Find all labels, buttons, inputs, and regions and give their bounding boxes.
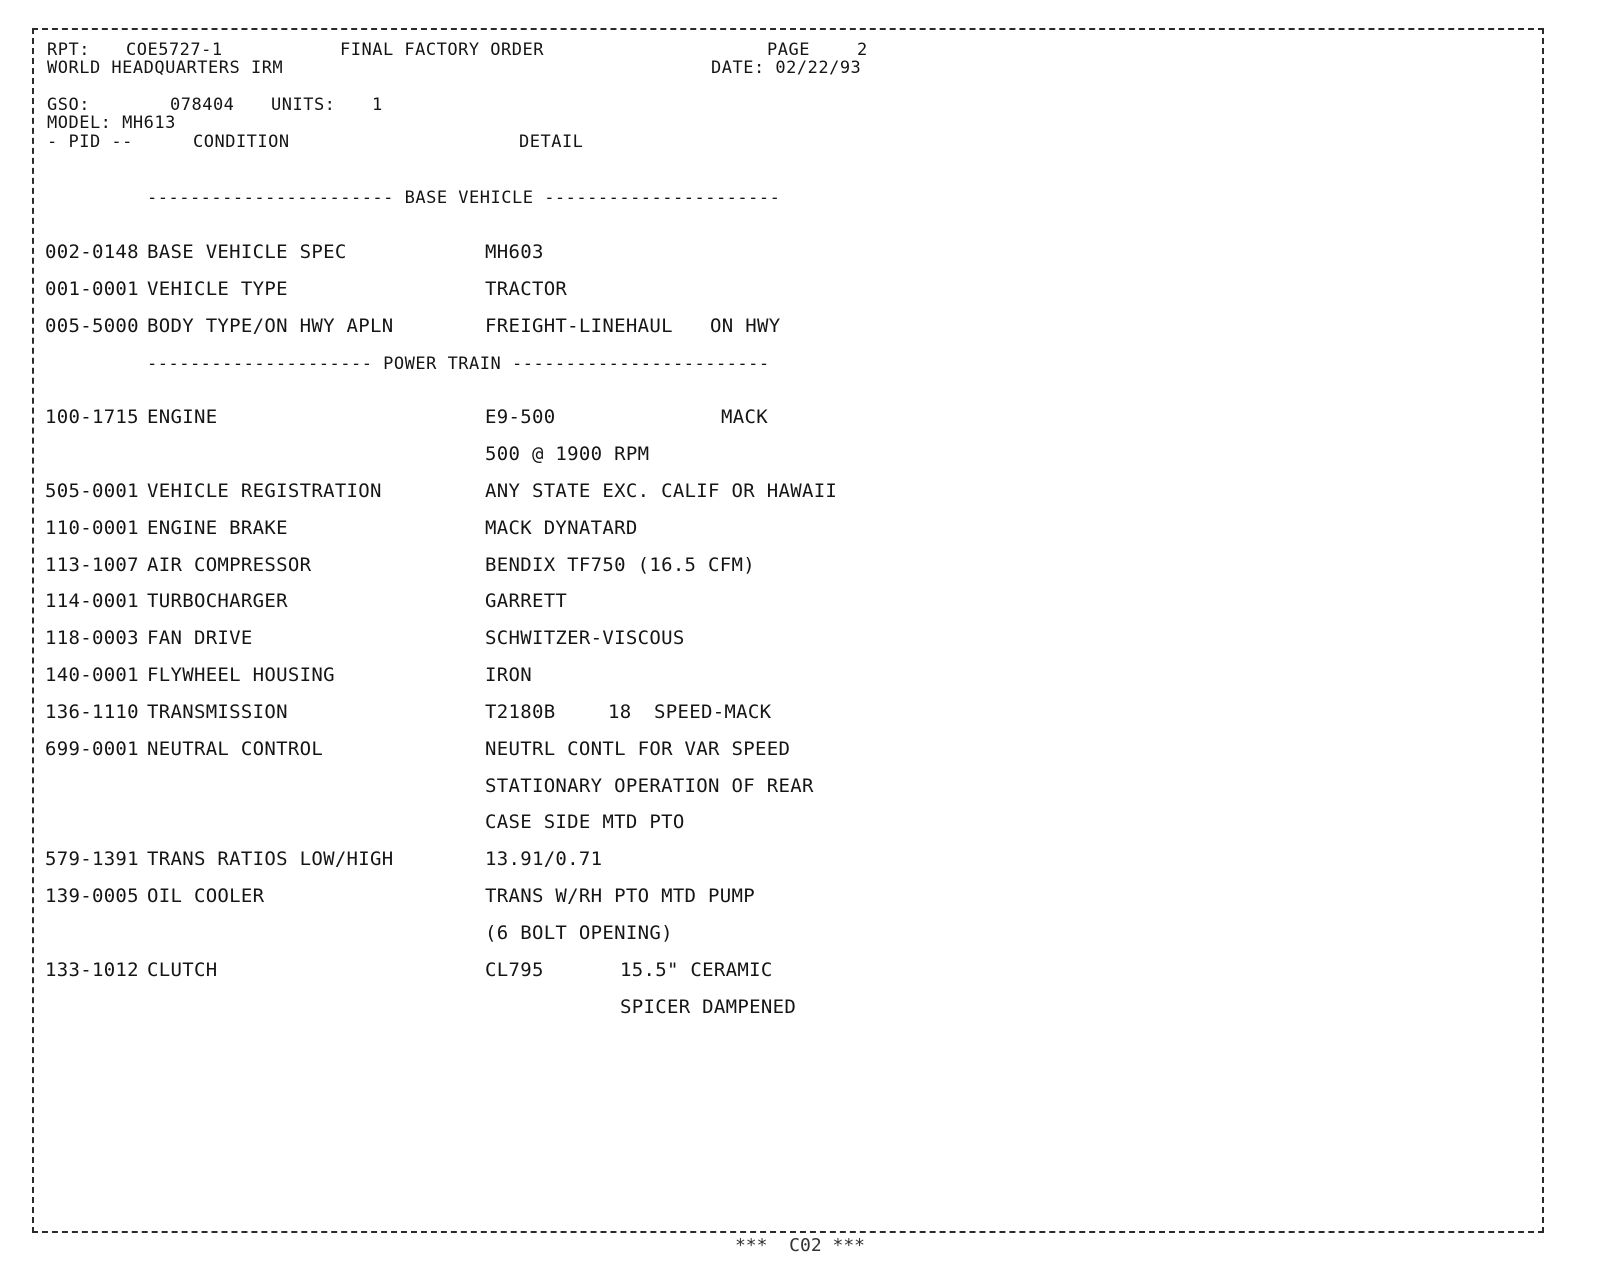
row-pid: 579-1391 (45, 848, 139, 870)
row-condition: TRANSMISSION (147, 701, 288, 723)
row-detail-extra: 15.5" CERAMIC (620, 959, 773, 981)
row-pid: 136-1110 (45, 701, 139, 723)
gso-value: 078404 (170, 95, 235, 115)
row-detail: 500 @ 1900 RPM (485, 443, 650, 465)
row-detail-extra: MACK (721, 406, 768, 428)
row-detail: CL795 (485, 959, 544, 981)
row-detail: GARRETT (485, 590, 568, 612)
page-footer: *** C02 *** (734, 1235, 866, 1256)
units-label: UNITS: (271, 95, 336, 115)
row-condition: ENGINE BRAKE (147, 517, 288, 539)
row-detail: ANY STATE EXC. CALIF OR HAWAII (485, 480, 838, 502)
row-pid: 113-1007 (45, 554, 139, 576)
row-condition: FAN DRIVE (147, 627, 253, 649)
row-detail: 13.91/0.71 (485, 848, 603, 870)
row-pid: 505-0001 (45, 480, 139, 502)
row-condition: VEHICLE TYPE (147, 278, 288, 300)
row-detail: IRON (485, 664, 532, 686)
column-header-detail: DETAIL (519, 132, 584, 152)
row-detail-extra: 18 (608, 701, 632, 723)
row-detail-extra: SPICER DAMPENED (620, 996, 797, 1018)
row-pid: 100-1715 (45, 406, 139, 428)
report-date: DATE: 02/22/93 (711, 58, 862, 78)
org-name: WORLD HEADQUARTERS IRM (47, 58, 284, 78)
row-condition: VEHICLE REGISTRATION (147, 480, 382, 502)
row-detail: E9-500 (485, 406, 556, 428)
row-detail: TRACTOR (485, 278, 568, 300)
row-detail: MH603 (485, 241, 544, 263)
row-pid: 114-0001 (45, 590, 139, 612)
row-condition: AIR COMPRESSOR (147, 554, 312, 576)
row-detail: MACK DYNATARD (485, 517, 638, 539)
row-condition: TRANS RATIOS LOW/HIGH (147, 848, 394, 870)
rpt-value: COE5727-1 (126, 40, 223, 60)
row-detail: STATIONARY OPERATION OF REAR (485, 775, 814, 797)
row-pid: 005-5000 (45, 315, 139, 337)
row-detail: (6 BOLT OPENING) (485, 922, 673, 944)
row-pid: 133-1012 (45, 959, 139, 981)
page-number: 2 (857, 40, 868, 60)
units-value: 1 (372, 95, 383, 115)
column-header-pid: - PID -- (47, 132, 133, 152)
row-pid: 140-0001 (45, 664, 139, 686)
row-pid: 002-0148 (45, 241, 139, 263)
row-condition: NEUTRAL CONTROL (147, 738, 324, 760)
page-frame (32, 28, 1544, 1233)
rpt-label: RPT: (47, 40, 90, 60)
row-detail-extra: ON HWY (710, 315, 781, 337)
row-condition: ENGINE (147, 406, 218, 428)
row-condition: BASE VEHICLE SPEC (147, 241, 347, 263)
report-title: FINAL FACTORY ORDER (340, 40, 544, 60)
row-detail: NEUTRL CONTL FOR VAR SPEED (485, 738, 791, 760)
model-line: MODEL: MH613 (47, 113, 176, 133)
row-pid: 118-0003 (45, 627, 139, 649)
row-detail-extra: SPEED-MACK (654, 701, 772, 723)
column-header-condition: CONDITION (193, 132, 290, 152)
row-detail: CASE SIDE MTD PTO (485, 811, 685, 833)
row-detail: SCHWITZER-VISCOUS (485, 627, 685, 649)
section-power-train: --------------------- POWER TRAIN ------------------------ (147, 354, 770, 374)
row-detail: T2180B (485, 701, 556, 723)
page-label: PAGE (767, 40, 810, 60)
row-pid: 139-0005 (45, 885, 139, 907)
row-condition: FLYWHEEL HOUSING (147, 664, 335, 686)
section-base-vehicle: ----------------------- BASE VEHICLE ---------------------- (147, 188, 781, 208)
row-pid: 699-0001 (45, 738, 139, 760)
row-detail: FREIGHT-LINEHAUL (485, 315, 673, 337)
row-condition: CLUTCH (147, 959, 218, 981)
row-condition: BODY TYPE/ON HWY APLN (147, 315, 394, 337)
row-pid: 110-0001 (45, 517, 139, 539)
row-detail: BENDIX TF750 (16.5 CFM) (485, 554, 755, 576)
gso-label: GSO: (47, 95, 90, 115)
row-pid: 001-0001 (45, 278, 139, 300)
row-detail: TRANS W/RH PTO MTD PUMP (485, 885, 755, 907)
row-condition: OIL COOLER (147, 885, 265, 907)
row-condition: TURBOCHARGER (147, 590, 288, 612)
